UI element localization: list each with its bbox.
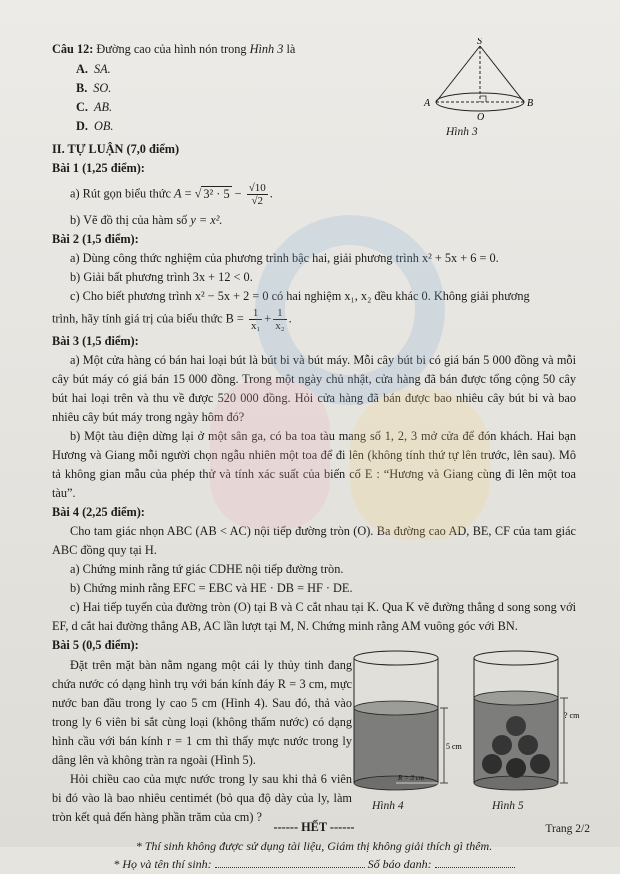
fig4-height-label: 5 cm	[446, 741, 462, 751]
ball	[506, 716, 526, 736]
page-number: Trang 2/2	[545, 823, 590, 836]
section-title: II. TỰ LUẬN (7,0 điểm)	[52, 142, 180, 156]
cylinder-figure-4	[344, 648, 464, 798]
fraction-numerator: 1	[249, 307, 262, 320]
figure-5-caption: Hình 5	[492, 799, 524, 812]
option-letter: B.	[76, 81, 88, 95]
bai2-c2: trình, hãy tính giá trị của biểu thức B = $\frac{1}{\text{x₁}}$ + $\frac{1}{\text{x₂}}$ .	[52, 306, 292, 332]
ball	[530, 754, 550, 774]
fig5-height-label: ? cm	[564, 710, 580, 720]
option-text: OB.	[93, 119, 114, 133]
bai5-block	[52, 656, 580, 824]
bai4-b: b) Chứng minh rằng EFC = EBC và HE · DB = HF · DE.	[70, 581, 353, 596]
note-2-name: * Họ và tên thí sinh:	[113, 857, 215, 872]
name-line	[215, 867, 365, 868]
bai5-p2: Hỏi chiều cao của mực nước trong ly sau khi thả 6 viên bi đó vào là bao nhiêu centimét (bỏ qua độ dày của ly, làm tròn kết quả đến hàng phần trăm của cm) ?	[52, 771, 352, 824]
bai5-title: Bài 5 (0,5 điểm):	[52, 638, 139, 653]
bai5-p1: Đặt trên mặt bàn nằm ngang một cái ly thủy tinh đang chứa nước có dạng hình trụ với bán kính đáy R = 3 cm, mực nước ban đầu trong ly cao 5 cm (Hình 4). Sau đó, thả vào trong ly 6 viên bi sắt cùng loại (không thấm nước) có dạng hình cầu với bán kính r = 1 cm thì thấy mực nước trong ly dâng lên và không tràn ra ngoài (Hình 5).	[52, 657, 352, 767]
sbd-line	[435, 867, 515, 868]
question-12	[52, 40, 576, 140]
option-letter: C.	[76, 100, 88, 114]
fraction-numerator: √10	[248, 182, 266, 195]
ball	[492, 735, 512, 755]
bai1-a: a) Rút gọn biểu thức A = √ 3² · 5 − $\frac{√10}{√2}$ .	[70, 182, 273, 208]
cone-figure	[420, 38, 540, 138]
bai2-c1: c) Cho biết phương trình x² − 5x + 2 = 0 có hai nghiệm x₁, x₂ đều khác 0. Không giải phương	[70, 289, 530, 304]
fraction-numerator: 1	[273, 307, 286, 320]
figure-3-caption: Hình 3	[446, 126, 478, 138]
bai3-b: b) Một tàu điện dừng lại ở một sân ga, có ba toa tàu mang số 1, 2, 3 mở cửa để đón khách. Hai bạn Hương và Giang mỗi người chọn ngẫu nhiên một toa để đi lên (không tính thứ tự lên trước, lên sau). Mô tả không gian mẫu của phép thử và tính xác suất của biến cố E : “Hương và Giang cùng đi lên một toa tàu”.	[52, 428, 576, 501]
bai3-a: a) Một cửa hàng có bán hai loại bút là bút bi và bút máy. Mỗi cây bút bi có giá bán 5 000 đồng và mỗi cây bút máy có giá bán 15 000 đồng. Trong một ngày chủ nhật, cửa hàng đã bán được tổng cộng 50 cây bút hai loại trên và thu về được 520 000 đồng. Hỏi cửa hàng đã bán được bao nhiêu cây bút bi và bao nhiêu cây bút máy trong ngày hôm đó?	[52, 352, 576, 424]
question-12-stem	[52, 40, 295, 59]
option-d	[76, 117, 113, 136]
ball	[506, 758, 526, 778]
note-2	[52, 855, 576, 874]
ball	[518, 735, 538, 755]
bai1-title: Bài 1 (1,25 điểm):	[52, 161, 145, 176]
bai1-a-radicand: 3² · 5	[203, 186, 230, 201]
option-letter: A.	[76, 62, 88, 76]
note-1: * Thí sinh không được sử dụng tài liệu, Giám thị không giải thích gì thêm.	[135, 838, 493, 853]
fraction-denominator: √2	[251, 195, 263, 208]
bai4-title: Bài 4 (2,25 điểm):	[52, 505, 145, 520]
fraction-1	[249, 307, 262, 332]
question-12-label: Câu 12:	[52, 42, 94, 56]
bai4-c: c) Hai tiếp tuyến của đường tròn (O) tại B và C cắt nhau tại K. Qua K vẽ đường thẳng d song song với EF, d cắt hai đường thẳng AB, AC lần lượt tại M, N. Chứng minh rằng AM vuông góc với BN.	[52, 600, 576, 634]
figure-4-caption: Hình 4	[372, 799, 404, 812]
bai2-title: Bài 2 (1,5 điểm):	[52, 232, 139, 247]
bai1-a-fraction	[247, 182, 268, 207]
option-a	[76, 60, 111, 79]
bai4-intro: Cho tam giác nhọn ABC (AB < AC) nội tiếp đường tròn (O). Ba đường cao AD, BE, CF của tam giác ABC đồng quy tại H.	[52, 524, 576, 558]
option-text: SO.	[93, 81, 112, 95]
bai1-b	[52, 211, 576, 230]
label-a: A	[424, 98, 431, 109]
bai3-title: Bài 3 (1,5 điểm):	[52, 333, 139, 348]
option-b	[76, 79, 111, 98]
option-c	[76, 98, 112, 117]
bai2-c2-text: trình, hãy tính giá trị của biểu thức B =	[52, 310, 247, 325]
question-12-text: Đường cao của hình nón trong	[93, 42, 250, 56]
label-s: S	[477, 38, 482, 47]
label-b: B	[527, 98, 534, 109]
bai1-a-var: A	[174, 186, 182, 201]
bai1-b-expr: y = x².	[190, 213, 223, 228]
bai4-a: a) Chứng minh rằng tứ giác CDHE nội tiếp đường tròn.	[70, 562, 344, 577]
note-2-sbd: Số báo danh:	[364, 857, 435, 872]
end-marker: ------ HẾT ------	[273, 819, 355, 834]
bai5-text	[52, 656, 352, 827]
fraction-2	[273, 307, 286, 332]
bai2-b: b) Giải bất phương trình 3x + 12 < 0.	[70, 270, 253, 285]
fraction-denominator: x₂	[275, 319, 285, 332]
question-12-end: là	[283, 42, 296, 56]
bai1-a-text: a) Rút gọn biểu thức	[70, 186, 174, 201]
ball	[482, 754, 502, 774]
option-text: SA.	[93, 62, 111, 76]
fig4-radius-label: R = 3 cm	[398, 773, 424, 782]
bai2-a: a) Dùng công thức nghiệm của phương trình bậc hai, giải phương trình x² + 5x + 6 = 0.	[70, 251, 499, 266]
label-o: O	[477, 112, 485, 123]
fraction-denominator: x₁	[250, 319, 261, 332]
bai1-b-text: b) Vẽ đồ thị của hàm số	[70, 213, 191, 228]
cylinder-figure-5	[464, 648, 584, 798]
option-letter: D.	[76, 119, 88, 133]
question-12-ref: Hình 3	[249, 42, 284, 56]
option-text: AB.	[93, 100, 113, 114]
